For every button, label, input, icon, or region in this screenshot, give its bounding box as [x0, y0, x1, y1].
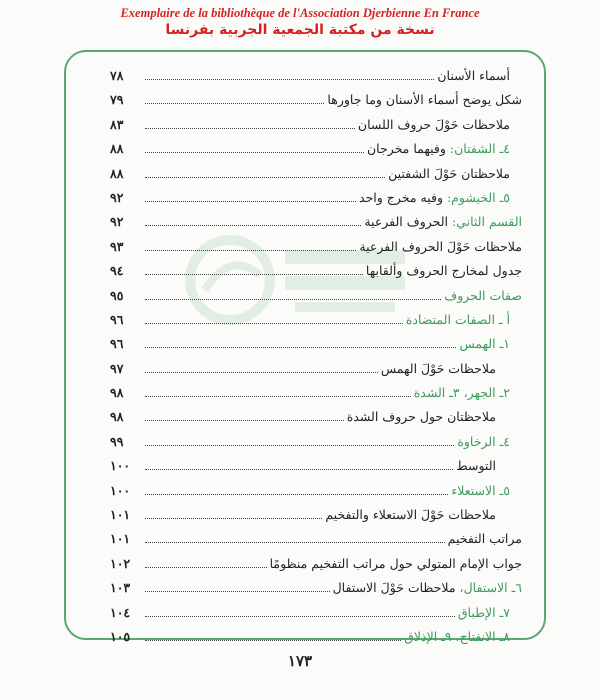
- dot-leader: [145, 152, 364, 153]
- dot-leader: [145, 616, 455, 617]
- toc-entry: [110, 527, 522, 551]
- toc-entry-title: [451, 479, 522, 503]
- toc-entry: [110, 308, 522, 332]
- toc-entry-title: [325, 503, 522, 527]
- dot-leader: [145, 518, 322, 519]
- library-header-french: Exemplaire de la bibliothèque de l'Association Djerbienne En France: [120, 6, 480, 20]
- toc-entry-page: ٩٣: [110, 238, 124, 254]
- toc-entry-page: ٨٨: [110, 141, 124, 157]
- toc-entry-text: وفيه مخرج واحد: [359, 189, 447, 205]
- toc-entry-page: ٩٢: [110, 214, 124, 230]
- toc-entry-title: [406, 308, 522, 332]
- toc-entry-text: ملاحظتان حَوْلَ الشفتين: [388, 165, 510, 181]
- toc-entry-heading: القسم الثاني:: [451, 214, 522, 230]
- dot-leader: [145, 250, 356, 251]
- dot-leader: [145, 103, 324, 104]
- toc-entry-text: جواب الإمام المتولي حول مراتب التفخيم منظومًا: [269, 555, 522, 571]
- toc-entry-page: ١٠١: [110, 531, 131, 547]
- toc-entry-text: التوسط: [456, 458, 496, 474]
- toc-entry: [110, 503, 522, 527]
- dot-leader: [145, 274, 363, 275]
- dot-leader: [145, 640, 401, 641]
- toc-entry: [110, 552, 522, 576]
- toc-entry-page: ٩٢: [110, 189, 124, 205]
- toc-entry: [110, 430, 522, 454]
- dot-leader: [145, 445, 454, 446]
- toc-entry: [110, 381, 522, 405]
- dot-leader: [145, 372, 378, 373]
- dot-leader: [145, 225, 361, 226]
- toc-entry-heading: أ ـ الصفات المتضادة: [405, 311, 510, 327]
- toc-entry-text: ملاحظات حَوْلَ حروف اللسان: [357, 116, 510, 132]
- toc-entry-title: [457, 430, 522, 454]
- dot-leader: [145, 177, 385, 178]
- toc-entry: [110, 576, 522, 600]
- toc-entry-page: ٩٨: [110, 385, 124, 401]
- toc-entry: [110, 235, 522, 259]
- toc-entry-page: ٩٦: [110, 336, 124, 352]
- toc-entry-title: [381, 357, 522, 381]
- toc-entry-text: جدول لمخارج الحروف وألقابها: [365, 263, 522, 279]
- dot-leader: [145, 542, 445, 543]
- toc-entry: [110, 137, 522, 161]
- toc-entry-page: ٩٨: [110, 409, 124, 425]
- toc-entry-page: ٨٨: [110, 165, 124, 181]
- toc-entry-page: ١٠٠: [110, 458, 131, 474]
- dot-leader: [145, 396, 411, 397]
- toc-entry-page: ١٠١: [110, 507, 131, 523]
- library-header-arabic: نسخة من مكتبة الجمعية الجربية بفرنسا: [165, 22, 435, 38]
- table-of-contents: [110, 64, 522, 649]
- dot-leader: [145, 591, 330, 592]
- toc-entry-page: ٩٦: [110, 311, 124, 327]
- toc-entry-title: [448, 527, 522, 551]
- dot-leader: [145, 420, 344, 421]
- toc-entry-text: ملاحظات حَوْلَ الاستفال: [332, 580, 460, 596]
- toc-entry-text: الحروف الفرعية: [364, 214, 452, 230]
- toc-entry-page: ١٠٣: [110, 580, 131, 596]
- toc-entry: [110, 162, 522, 186]
- toc-entry-page: ٧٩: [110, 92, 124, 108]
- toc-entry-text: ملاحظات حَوْلَ الحروف الفرعية: [359, 238, 522, 254]
- toc-entry-title: [359, 235, 522, 259]
- toc-entry: [110, 454, 522, 478]
- toc-entry-text: أسماء الأسنان: [437, 68, 510, 83]
- toc-entry: [110, 88, 522, 112]
- toc-entry: [110, 479, 522, 503]
- toc-entry-page: ١٠٤: [110, 604, 131, 620]
- toc-entry-title: [414, 381, 522, 405]
- toc-entry-heading: ٥ـ الاستعلاء: [451, 482, 510, 498]
- toc-entry-title: [359, 186, 522, 210]
- toc-entry-text: شكل يوضح أسماء الأسنان وما جاورها: [327, 92, 522, 108]
- toc-entry: [110, 186, 522, 210]
- toc-entry-page: ٩٧: [110, 360, 124, 376]
- dot-leader: [145, 347, 456, 348]
- toc-entry-title: [367, 137, 522, 161]
- dot-leader: [145, 128, 355, 129]
- toc-entry-page: ٩٤: [110, 263, 124, 279]
- toc-entry-title: [388, 162, 522, 186]
- toc-entry-title: [327, 88, 522, 112]
- toc-entry-title: [459, 332, 522, 356]
- dot-leader: [145, 299, 441, 300]
- toc-entry-text: مراتب التفخيم: [447, 531, 522, 547]
- toc-entry-heading: ٤ـ الشفتان:: [449, 141, 510, 157]
- toc-entry-text: ملاحظات حَوْلَ الاستعلاء والتفخيم: [325, 507, 496, 523]
- toc-entry-heading: ٧ـ الإطباق: [457, 604, 510, 620]
- toc-entry-page: ١٠٥: [110, 628, 131, 644]
- toc-entry-heading: ١ـ الهمس: [459, 336, 510, 352]
- toc-entry-text: ملاحظتان حول حروف الشدة: [346, 409, 496, 425]
- dot-leader: [145, 201, 356, 202]
- toc-entry: [110, 259, 522, 283]
- dot-leader: [145, 494, 448, 495]
- toc-entry-title: [404, 625, 522, 649]
- toc-entry: [110, 210, 522, 234]
- dot-leader: [145, 567, 267, 568]
- toc-entry-heading: صفات الحروف: [444, 287, 522, 303]
- toc-entry-title: [270, 552, 522, 576]
- toc-entry-heading: ٥ـ الخيشوم:: [446, 189, 510, 205]
- toc-entry-text: وفيهما مخرجان: [367, 141, 450, 157]
- toc-entry: [110, 113, 522, 137]
- toc-entry-title: [458, 601, 522, 625]
- toc-entry-page: ١٠٠: [110, 482, 131, 498]
- dot-leader: [145, 469, 453, 470]
- toc-entry-title: [437, 64, 522, 88]
- toc-entry-title: [347, 405, 522, 429]
- toc-entry: [110, 357, 522, 381]
- toc-entry: [110, 332, 522, 356]
- toc-entry-heading: ٢ـ الجهر، ٣ـ الشدة: [413, 385, 510, 401]
- toc-entry-page: ٩٥: [110, 287, 124, 303]
- toc-entry: [110, 284, 522, 308]
- toc-entry-title: [333, 576, 522, 600]
- toc-entry-title: [366, 259, 522, 283]
- toc-entry-heading: ٦ـ الاستفال،: [459, 580, 522, 596]
- toc-entry-page: ٩٩: [110, 433, 124, 449]
- toc-entry-page: ٧٨: [110, 68, 124, 83]
- page-number: ١٧٣: [287, 652, 313, 670]
- toc-entry-page: ١٠٢: [110, 555, 131, 571]
- toc-entry: [110, 625, 522, 649]
- dot-leader: [145, 323, 403, 324]
- toc-entry-text: ملاحظات حَوْلَ الهمس: [380, 360, 496, 376]
- library-header: [0, 6, 600, 39]
- toc-entry-heading: ٨ـ الانفتاح، ٩ـ الإذلاق: [404, 628, 510, 644]
- toc-entry-title: [456, 454, 522, 478]
- toc-entry-heading: ٤ـ الرخاوة: [457, 433, 510, 449]
- toc-entry-page: ٨٣: [110, 116, 124, 132]
- toc-entry-title: [364, 210, 522, 234]
- toc-entry: [110, 405, 522, 429]
- dot-leader: [145, 79, 434, 80]
- toc-entry-title: [444, 284, 522, 308]
- toc-entry: [110, 64, 522, 88]
- toc-entry-title: [358, 113, 522, 137]
- toc-entry: [110, 601, 522, 625]
